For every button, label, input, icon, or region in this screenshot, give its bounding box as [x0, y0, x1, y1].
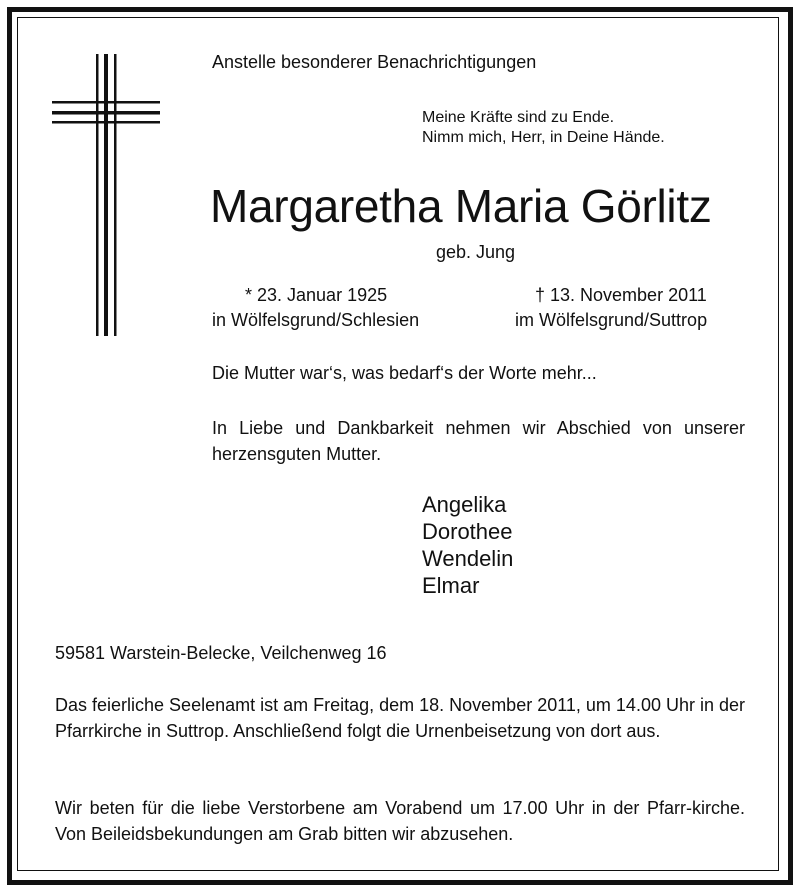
quote: Die Mutter war‘s, was bedarf‘s der Worte mehr... — [212, 363, 597, 383]
birth-name: geb. Jung — [436, 242, 516, 262]
mourner: Elmar — [422, 573, 480, 598]
death-date: † 13. November 2011 — [535, 285, 707, 305]
birth-date: * 23. Januar 1925 — [245, 285, 388, 305]
farewell-text: In Liebe und Dankbarkeit nehmen wir Abschied von unserer herzensguten Mutter. — [212, 418, 745, 464]
prayer-notice: Wir beten für die liebe Verstorbene am Vorabend um 17.00 Uhr in der Pfarr-kirche. Von Beileidsbekundungen am Grab bitten wir abzusehen. — [55, 798, 745, 844]
service-notice: Das feierliche Seelenamt ist am Freitag, dem 18. November 2011, um 14.00 Uhr in der Pfarrkirche in Suttrop. Anschließend folgt die Urnenbeisetzung von dort aus. — [55, 695, 745, 741]
cross-icon — [52, 54, 160, 336]
deceased-name: Margaretha Maria Görlitz — [210, 180, 712, 232]
mourner: Dorothee — [422, 519, 513, 544]
birth-place: in Wölfelsgrund/Schlesien — [212, 310, 420, 330]
verse-line-1: Meine Kräfte sind zu Ende. — [422, 109, 615, 126]
mourner: Angelika — [422, 492, 507, 517]
verse-line-2: Nimm mich, Herr, in Deine Hände. — [422, 129, 665, 146]
family-address: 59581 Warstein-Belecke, Veilchenweg 16 — [55, 643, 387, 663]
mourner: Wendelin — [422, 546, 514, 571]
mourners-list — [422, 491, 513, 599]
death-place: im Wölfelsgrund/Suttrop — [515, 310, 708, 330]
notice-heading: Anstelle besonderer Benachrichtigungen — [212, 52, 537, 72]
